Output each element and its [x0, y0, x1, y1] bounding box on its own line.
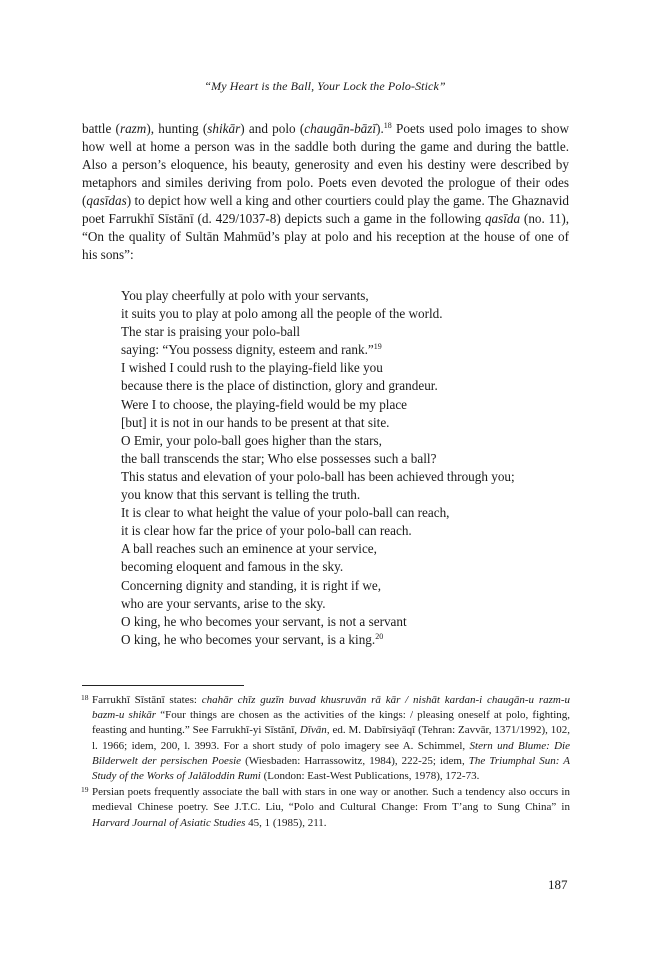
poem-line: O Emir, your polo-ball goes higher than the stars, [121, 432, 382, 448]
poem-line: because there is the place of distinction, glory and grandeur. [121, 378, 438, 394]
poem-line: I wished I could rush to the playing-field like you [121, 360, 383, 376]
poem-line: It is clear to what height the value of your polo-ball can reach, [121, 505, 450, 521]
footnote-ref-18: 18 [383, 121, 392, 130]
page-number: 187 [548, 877, 568, 892]
poem-line: Were I to choose, the playing-field would be my place [121, 396, 408, 412]
poem-line: it suits you to play at polo among all the people of the world. [121, 306, 443, 322]
footnotes [82, 693, 570, 832]
footnote-separator [82, 685, 244, 686]
poem-line: The star is praising your polo-ball [121, 324, 301, 340]
footnote-number: 19 [81, 785, 89, 795]
footnote-ref-19: 19 [373, 342, 382, 352]
poem-line: who are your servants, arise to the sky. [121, 595, 326, 611]
poem-line: saying: “You possess dignity, esteem and rank.”$^{19}$ [121, 342, 382, 358]
poem-block [121, 287, 561, 649]
poem-line: it is clear how far the price of your polo-ball can reach. [121, 523, 412, 539]
poem-line: This status and elevation of your polo-ball has been achieved through you; [121, 468, 515, 484]
poem-line: Concerning dignity and standing, it is right if we, [121, 577, 382, 593]
footnote-19: 19 Persian poets frequently associate the ball with stars in one way or another. Such a tendency also occurs in medieval Chinese poetry. See J.T.C. Liu, “Polo and Cultural Change: From T’ang to Sung China” in Harvard Journal of Asiatic Studies 45, 1 (1985), 211. [82, 785, 570, 831]
poem-line: You play cheerfully at polo with your servants, [121, 288, 369, 303]
poem-line: O king, he who becomes your servant, is not a servant [121, 613, 407, 629]
footnote-18: 18 Farrukhī Sīstānī states: chahār chīz guzīn buvad khusruvān rā kār / nishāt kardan-i chaugān-u razm-u bazm-u shikār “Four things are chosen as the activities of the kings: / pleasing oneself at polo, fighting, feasting and hunting.” See Farrukhī-yi Sīstānī, Dīvān, ed. M. Dabīrsiyāqī (Tehran: Zavvār, 1371/1992), 102, l. 1966; idem, 200, l. 3993. For a short study of polo imagery see A. Schimmel, Stern und Blume: Die Bilderwelt der persischen Poesie (Wiesbaden: Harrassowitz, 1984), 222-25; idem, The Triumphal Sun: A Study of the Works of Jalāloddin Rumi (London: East-West Publications, 1978), 172-73. [82, 693, 570, 784]
poem-line: A ball reaches such an eminence at your service, [121, 541, 377, 557]
footnote-ref-20: 20 [375, 631, 384, 641]
poem-line: becoming eloquent and famous in the sky. [121, 559, 344, 575]
footnote-number: 18 [81, 693, 89, 702]
body-paragraph: battle (razm), hunting (shikār) and polo (chaugān-bāzī).$^{18}$ Poets used polo images to show how well at home a person was in the saddle both during the game and during the battle. Also a person’s eloquence, his beauty, generosity and even his destiny were described by metaphors and similes deriving from polo. Poets even devoted the prologue of their odes (qasīdas) to depict how well a king and other courtiers could play the game. The Ghaznavid poet Farrukhī Sīstānī (d. 429/1037-8) depicts such a game in the following qasīda (no. 11), “On the quality of Sultān Mahmūd’s play at polo and his reception at the house of one of his sons”: [82, 121, 570, 262]
poem-line: O king, he who becomes your servant, is a king.$^{20}$ [121, 631, 384, 647]
poem-line: [but] it is not in our hands to be present at that site. [121, 414, 390, 430]
poem-line: the ball transcends the star; Who else possesses such a ball? [121, 450, 437, 466]
poem-line: you know that this servant is telling the truth. [121, 487, 361, 503]
running-head: “My Heart is the Ball, Your Lock the Polo-Stick” [204, 79, 446, 93]
